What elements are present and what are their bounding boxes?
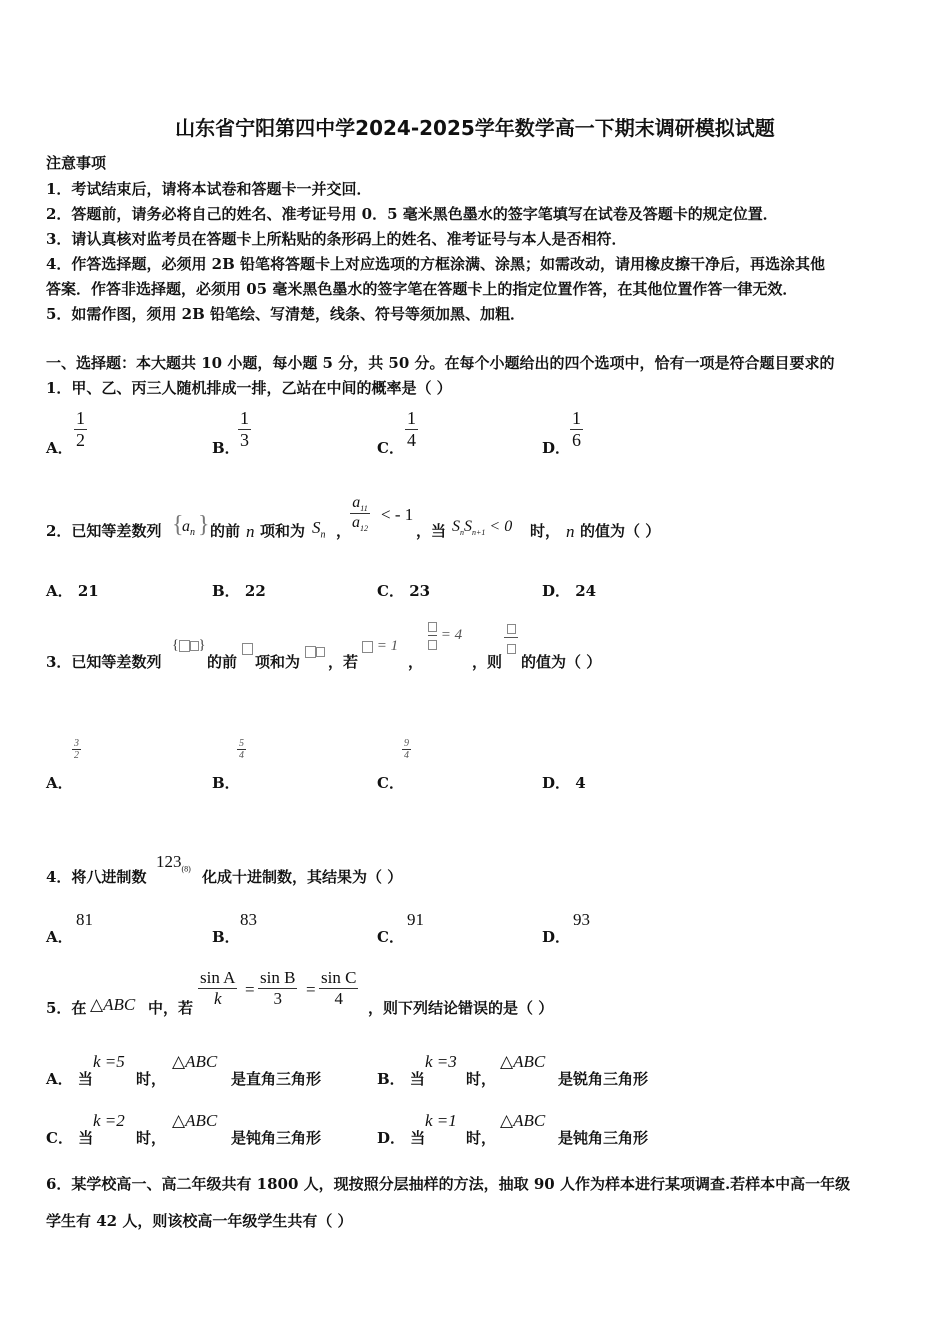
q5-equals-1: = (245, 980, 255, 999)
q3-option-b-value: $\frac{5}{4}$ (239, 738, 244, 761)
q5-equals-2: = (306, 980, 316, 999)
q5-option-c-triangle: △ABC (172, 1111, 218, 1130)
q3-condition-2: = 4 (428, 618, 462, 653)
q2-n: n (246, 522, 255, 541)
q1-option-d-value: $\frac{1}{6}$ (572, 408, 581, 450)
q5-option-b-k: k =3 (425, 1052, 457, 1071)
q5-option-c-conclusion: 是钝角三角形 (231, 1129, 322, 1147)
q2-stem-part3: 项和为 (260, 522, 306, 540)
q5-option-d-conclusion: 是钝角三角形 (558, 1129, 649, 1147)
q2-condition: $S_nS_{n+1} < 0$ (452, 518, 513, 538)
q2-option-b: B． 22 (212, 582, 266, 600)
notice-item-4: 4．作答选择题，必须用 2B 铅笔将答题卡上对应选项的方框涂满、涂黑；如需改动，请用橡皮擦干净后，再选涂其他 (46, 255, 826, 273)
notice-item-2: 2．答题前，请务必将自己的姓名、准考证号用 0．5 毫米黑色墨水的签字笔填写在试卷及答题卡的规定位置． (46, 205, 778, 223)
q1-stem: 1．甲、乙、丙三人随机排成一排，乙站在中间的概率是（ ） (46, 379, 452, 397)
q2-ineq: < - 1 (381, 505, 414, 524)
q3-stem-part3: 项和为 (255, 653, 301, 671)
q2-stem-part4: ，当 (416, 522, 447, 540)
q3-comma: ， (408, 653, 424, 671)
q4-option-d-value: 93 (573, 910, 590, 929)
q3-stem-part1: 3．已知等差数列 (46, 653, 162, 671)
q5-option-a-conclusion: 是直角三角形 (231, 1070, 322, 1088)
q6-stem-line-2: 学生有 42 人，则该校高一年级学生共有（ ） (46, 1212, 353, 1230)
q3-option-c-value: $\frac{9}{4}$ (404, 738, 409, 761)
q4-option-b-value: 83 (240, 910, 257, 929)
q1-option-d-label: D． (542, 439, 571, 457)
q5-option-b-label: B． 当 (377, 1070, 425, 1088)
q1-option-b-label: B． (212, 439, 240, 457)
notice-item-1: 1．考试结束后，请将本试卷和答题卡一并交回． (46, 180, 372, 198)
q3-stem-part6: 的值为（ ） (521, 653, 602, 671)
q5-fraction-b: $\frac{\text{sin B}}{3}$ (260, 968, 296, 1008)
q2-stem-part1: 2．已知等差数列 (46, 522, 162, 540)
q3-target-ratio (504, 618, 518, 657)
section-heading: 一、选择题：本大题共 10 小题，每小题 5 分，共 50 分。在每个小题给出的四个选项中，恰有一项是符合题目要求的 (46, 354, 835, 372)
q5-stem-part3: ，则下列结论错误的是（ ） (368, 999, 554, 1017)
q3-seq: { } (172, 638, 206, 653)
notice-heading: 注意事项 (46, 154, 107, 172)
q2-option-d: D． 24 (542, 582, 597, 600)
q4-option-b-label: B． (212, 928, 240, 946)
q3-option-b-label: B． (212, 774, 240, 792)
notice-item-5: 5．如需作图，须用 2B 铅笔绘、写清楚，线条、符号等须加黑、加粗． (46, 305, 525, 323)
q3-option-a-label: A． (46, 774, 73, 792)
q4-option-d-label: D． (542, 928, 571, 946)
q4-option-c-label: C． (377, 928, 404, 946)
q5-triangle: △ABC (90, 995, 136, 1014)
q4-stem-part1: 4．将八进制数 (46, 868, 147, 886)
q2-option-c: C． 23 (377, 582, 431, 600)
q5-option-b-mid: 时， (466, 1070, 497, 1088)
q3-sum-placeholder (305, 641, 325, 660)
q2-option-a: A． 21 (46, 582, 99, 600)
q3-stem-part4: ，若 (328, 653, 359, 671)
q3-option-c-label: C． (377, 774, 404, 792)
q1-option-c-label: C． (377, 439, 404, 457)
q5-option-a-label: A． 当 (46, 1070, 93, 1088)
q5-option-c-mid: 时， (136, 1129, 167, 1147)
q2-seq: $a_n$ (182, 518, 195, 539)
page-title: 山东省宁阳第四中学2024-2025学年数学高一下期末调研模拟试题 (175, 116, 775, 140)
q1-option-c-value: $\frac{1}{4}$ (407, 408, 416, 450)
q5-option-d-mid: 时， (466, 1129, 497, 1147)
notice-item-4-cont: 答案．作答非选择题，必须用 05 毫米黑色墨水的签字笔在答题卡上的指定位置作答，在其他位置作答一律无效． (46, 280, 798, 298)
q5-option-a-k: k =5 (93, 1052, 125, 1071)
q5-option-b-conclusion: 是锐角三角形 (558, 1070, 649, 1088)
q3-n-placeholder (242, 638, 253, 657)
q5-stem-part2: 中，若 (148, 999, 194, 1017)
q2-n2: n (566, 522, 575, 541)
q5-option-a-mid: 时， (136, 1070, 167, 1088)
q4-option-a-value: 81 (76, 910, 93, 929)
q5-option-d-label: D． 当 (377, 1129, 426, 1147)
q3-stem-part2: 的前 (207, 653, 238, 671)
q5-option-c-label: C． 当 (46, 1129, 94, 1147)
q2-sum: $S_n$ (312, 518, 326, 541)
q2-comma: ， (336, 522, 352, 540)
q1-option-b-value: $\frac{1}{3}$ (240, 408, 249, 450)
q2-stem-part5: 时， (530, 522, 561, 540)
q4-stem-part2: 化成十进制数，其结果为（ ） (202, 868, 403, 886)
q2-stem-part2: 的前 (210, 522, 241, 540)
q5-option-d-triangle: △ABC (500, 1111, 546, 1130)
q2-ratio: $\frac{a_{11}}{a_{12}}$ (352, 494, 368, 534)
q5-stem-part1: 5．在 (46, 999, 87, 1017)
q4-option-a-label: A． (46, 928, 73, 946)
q2-stem-part6: 的值为（ ） (580, 522, 661, 540)
q5-option-c-k: k =2 (93, 1111, 125, 1130)
q3-stem-part5: ，则 (472, 653, 503, 671)
q6-stem-line-1: 6．某学校高一、高二年级共有 1800 人，现按照分层抽样的方法，抽取 90 人作为样本进行某项调查.若样本中高一年级 (46, 1175, 851, 1193)
q5-fraction-a: $\frac{\text{sin A}}{k}$ (200, 968, 236, 1008)
q2-brace-left: { (172, 512, 184, 538)
q2-brace-right: } (198, 512, 210, 538)
q3-option-a-value: $\frac{3}{2}$ (74, 738, 79, 761)
q5-option-a-triangle: △ABC (172, 1052, 218, 1071)
q5-fraction-c: $\frac{\text{sin C}}{4}$ (321, 968, 357, 1008)
q5-option-d-k: k =1 (425, 1111, 457, 1130)
q4-option-c-value: 91 (407, 910, 424, 929)
q3-option-d: D． 4 (542, 774, 586, 792)
q4-octal-number: $123_{(8)}$ (156, 852, 191, 874)
notice-item-3: 3．请认真核对监考员在答题卡上所粘贴的条形码上的姓名、准考证号与本人是否相符． (46, 230, 627, 248)
q1-option-a-label: A． (46, 439, 73, 457)
q1-option-a-value: $\frac{1}{2}$ (76, 408, 85, 450)
q3-condition-1: = 1 (362, 638, 398, 655)
q5-option-b-triangle: △ABC (500, 1052, 546, 1071)
